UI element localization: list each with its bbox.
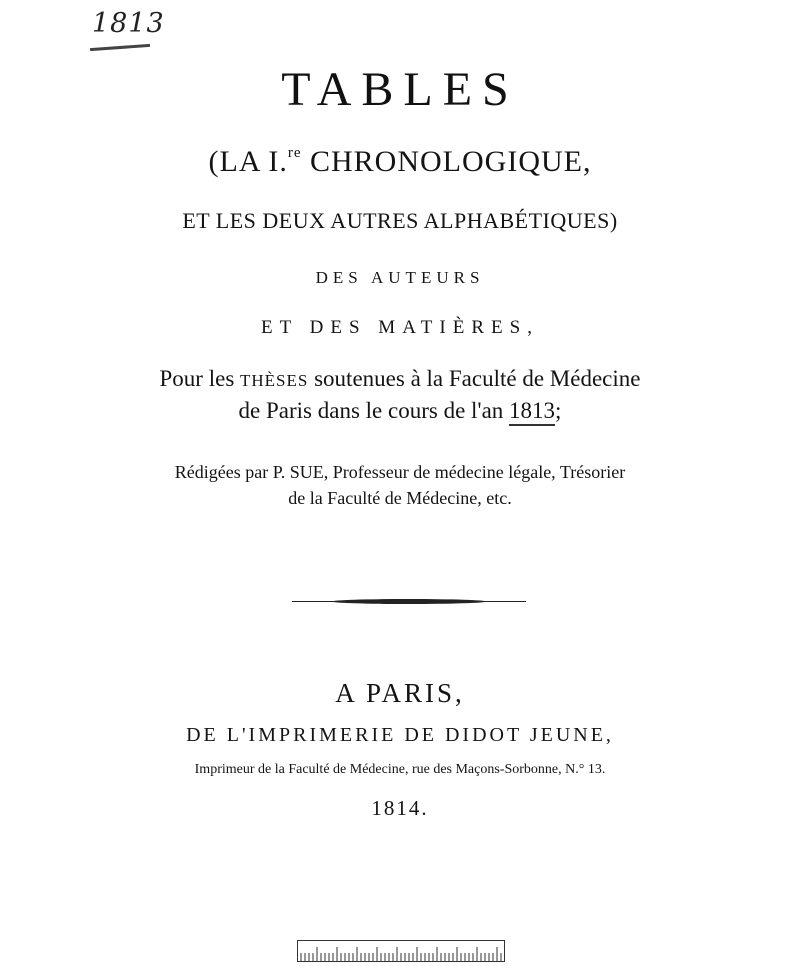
redaction-line-1: Rédigées par P. SUE, Professeur de médecine légale, Trésorier	[174, 462, 626, 482]
imprint-printer: DE L'IMPRIMERIE DE DIDOT JEUNE,	[186, 724, 614, 746]
imprint-city: A PARIS,	[335, 678, 465, 708]
subtitle-line-4: ET DES MATIÈRES,	[261, 317, 539, 338]
imprint-printer-detail: Imprimeur de la Faculté de Médecine, rue des Maçons-Sorbonne, N.° 13.	[194, 762, 606, 777]
subtitle-line-1-end: CHRONOLOGIQUE,	[301, 145, 592, 178]
subtitle-line-1-superscript: re	[287, 145, 302, 161]
imprint-year: 1814.	[371, 796, 429, 820]
subtitle-line-3: DES AUTEURS	[315, 268, 485, 287]
description-line-1-a: Pour les	[159, 366, 241, 391]
description-year: 1813	[509, 398, 555, 426]
ornamental-divider	[292, 599, 526, 604]
description-line-2	[0, 398, 800, 424]
description-line-1-c: soutenues à la Faculté de Médecine	[308, 366, 641, 391]
description-line-1	[0, 366, 800, 392]
subtitle-line-1-start: (LA I.	[208, 145, 288, 178]
page-title: TABLES	[281, 63, 519, 116]
description-line-2-a: de Paris dans le cours de l'an	[238, 398, 510, 423]
handwritten-note: 1813	[92, 8, 165, 39]
divider-swell	[332, 599, 486, 604]
description-line-2-end: ;	[555, 398, 562, 423]
scale-ruler	[297, 940, 505, 962]
handwritten-underline	[90, 44, 150, 51]
subtitle-line-2: ET LES DEUX AUTRES ALPHABÉTIQUES)	[182, 208, 618, 233]
description-theses: THÈSES	[240, 371, 309, 390]
subtitle-line-1	[0, 145, 800, 179]
redaction-line-2: de la Faculté de Médecine, etc.	[288, 488, 512, 508]
